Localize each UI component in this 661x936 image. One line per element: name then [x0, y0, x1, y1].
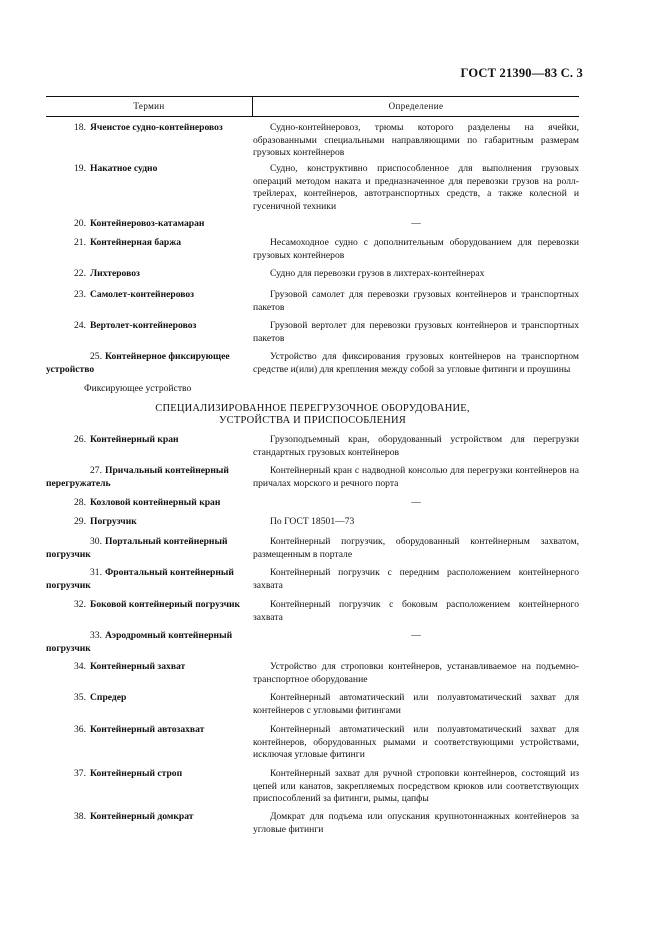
term-cell: 22. Лихтеровоз	[74, 268, 140, 279]
term-text: Контейнерный кран	[90, 434, 179, 445]
term-cell: 30. Портальный контейнерный погрузчик	[46, 536, 228, 560]
definition-text: Домкрат для подъема или опускания крупнотоннажных контейнеров за угловые фитинги	[253, 811, 579, 835]
term-cell: 37. Контейнерный строп	[74, 768, 183, 779]
term-text: Портальный контейнерный погрузчик	[46, 536, 228, 560]
term-cell: 21. Контейнерная баржа	[74, 237, 182, 248]
term-text: Контейнеровоз-катамаран	[90, 218, 205, 229]
term-text: Спредер	[90, 692, 127, 703]
term-cell: 19. Накатное судно	[74, 163, 158, 174]
table-header	[46, 96, 579, 117]
term-cell: 35. Спредер	[74, 692, 127, 703]
term-cell: 31. Фронтальный контейнерный погрузчик	[46, 567, 234, 591]
definition-text: Устройство для фиксирования грузовых контейнеров на транспортном средстве и(или) для крепления между собой за угловые фитинги и проушины	[253, 351, 579, 375]
term-text: Вертолет-контейнеровоз	[90, 320, 197, 331]
definition-text: Контейнерный кран с надводной консолью для перегрузки контейнеров на причалах морского и речного порта	[253, 465, 579, 489]
definition-text: Устройство для строповки контейнеров, устанавливаемое на подъемно-транспортное оборудование	[253, 661, 579, 685]
page-header: ГОСТ 21390—83 С. 3	[460, 66, 583, 80]
term-cell: 18. Ячеистое судно-контейнеровоз	[74, 122, 223, 133]
term-text: Контейнерное фиксирующее устройство	[46, 351, 230, 375]
term-cell: 36. Контейнерный автозахват	[74, 724, 205, 735]
term-text: Аэродромный контейнерный погрузчик	[46, 630, 233, 654]
definition-column-header: Определение	[388, 101, 444, 111]
term-column-header: Термин	[133, 101, 165, 111]
term-text: Контейнерный домкрат	[90, 811, 194, 822]
term-cell: 34. Контейнерный захват	[74, 661, 186, 672]
term-text: Контейнерный автозахват	[90, 724, 205, 735]
term-cell: 28. Козловой контейнерный кран	[74, 497, 221, 508]
term-text: Накатное судно	[90, 163, 158, 174]
term-text: Козловой контейнерный кран	[90, 497, 221, 508]
definition-text: По ГОСТ 18501—73	[270, 516, 355, 527]
section-title: СПЕЦИАЛИЗИРОВАННОЕ ПЕРЕГРУЗОЧНОЕ ОБОРУДОВАНИЕ, УСТРОЙСТВА И ПРИСПОСОБЛЕНИЯ	[155, 403, 470, 426]
definition-text: Грузовой самолет для перевозки грузовых контейнеров и транспортных пакетов	[253, 289, 579, 313]
term-cell: 26. Контейнерный кран	[74, 434, 179, 445]
term-text: Погрузчик	[90, 516, 137, 527]
definition-text: Контейнерный погрузчик, оборудованный контейнерным захватом, размещенным в портале	[253, 536, 579, 560]
term-cell: 29. Погрузчик	[74, 516, 137, 527]
term-cell: 27. Причальный контейнерный перегружатель	[46, 465, 229, 489]
definition-text: —	[411, 497, 421, 508]
definition-text: Контейнерный автоматический или полуавтоматический захват для контейнеров, оборудованных рымами и соответствующими устройствами, исключая угловые фитинги	[253, 724, 579, 761]
term-text: Контейнерный строп	[90, 768, 183, 779]
term-text: Причальный контейнерный перегружатель	[46, 465, 229, 489]
term-text: Самолет-контейнеровоз	[90, 289, 195, 300]
definition-text: Контейнерный автоматический или полуавтоматический захват для контейнеров с угловыми фитингами	[253, 692, 579, 716]
term-cell: 33. Аэродромный контейнерный погрузчик	[46, 630, 233, 654]
term-text: Ячеистое судно-контейнеровоз	[90, 122, 223, 133]
definition-text: —	[411, 218, 421, 229]
term-text: Лихтеровоз	[90, 268, 140, 279]
term-cell: 24. Вертолет-контейнеровоз	[74, 320, 197, 331]
definition-text: Судно, конструктивно приспособленное для выполнения грузовых операций методом наката и предназначенное для перевозки грузов на ролл-трейлерах, контейнеров, автотранспортных средств, а также колесной и гусеничной техники	[253, 163, 579, 212]
term-cell: 38. Контейнерный домкрат	[74, 811, 194, 822]
term-cell: 25. Контейнерное фиксирующее устройство	[46, 351, 230, 375]
term-text: Фронтальный контейнерный погрузчик	[46, 567, 234, 591]
definition-text: Контейнерный захват для ручной строповки контейнеров, состоящий из цепей или канатов, закрепляемых посредством крюков или соответствующих приспособлений за фитинги, рымы, цапфы	[253, 768, 579, 805]
definition-text: Несамоходное судно с дополнительным оборудованием для перевозки грузовых контейнеров	[253, 237, 579, 261]
definition-text: Судно-контейнеровоз, трюмы которого разделены на ячейки, образованными специальными направляющими по габаритным размерам грузовых контейнеров	[253, 122, 579, 159]
definition-text: Грузовой вертолет для перевозки грузовых контейнеров и транспортных пакетов	[253, 320, 579, 344]
term-text: Боковой контейнерный погрузчик	[90, 599, 241, 610]
definition-text: —	[411, 630, 421, 641]
definition-text: Судно для перевозки грузов в лихтерах-контейнерах	[270, 268, 485, 279]
definition-text: Контейнерный погрузчик с боковым расположением контейнерного захвата	[253, 599, 579, 623]
term-cell: 23. Самолет-контейнеровоз	[74, 289, 195, 300]
term-text: Контейнерная баржа	[90, 237, 182, 248]
definition-text: Контейнерный погрузчик с передним расположением контейнерного захвата	[253, 567, 579, 591]
term-text: Контейнерный захват	[90, 661, 186, 672]
definition-text: Грузоподъемный кран, оборудованный устройством для перегрузки стандартных грузовых контейнеров	[253, 434, 579, 458]
term-cell: 20. Контейнеровоз-катамаран	[74, 218, 205, 229]
term-cell: 32. Боковой контейнерный погрузчик	[74, 599, 241, 610]
synonym-text: Фиксирующее устройство	[84, 383, 192, 394]
